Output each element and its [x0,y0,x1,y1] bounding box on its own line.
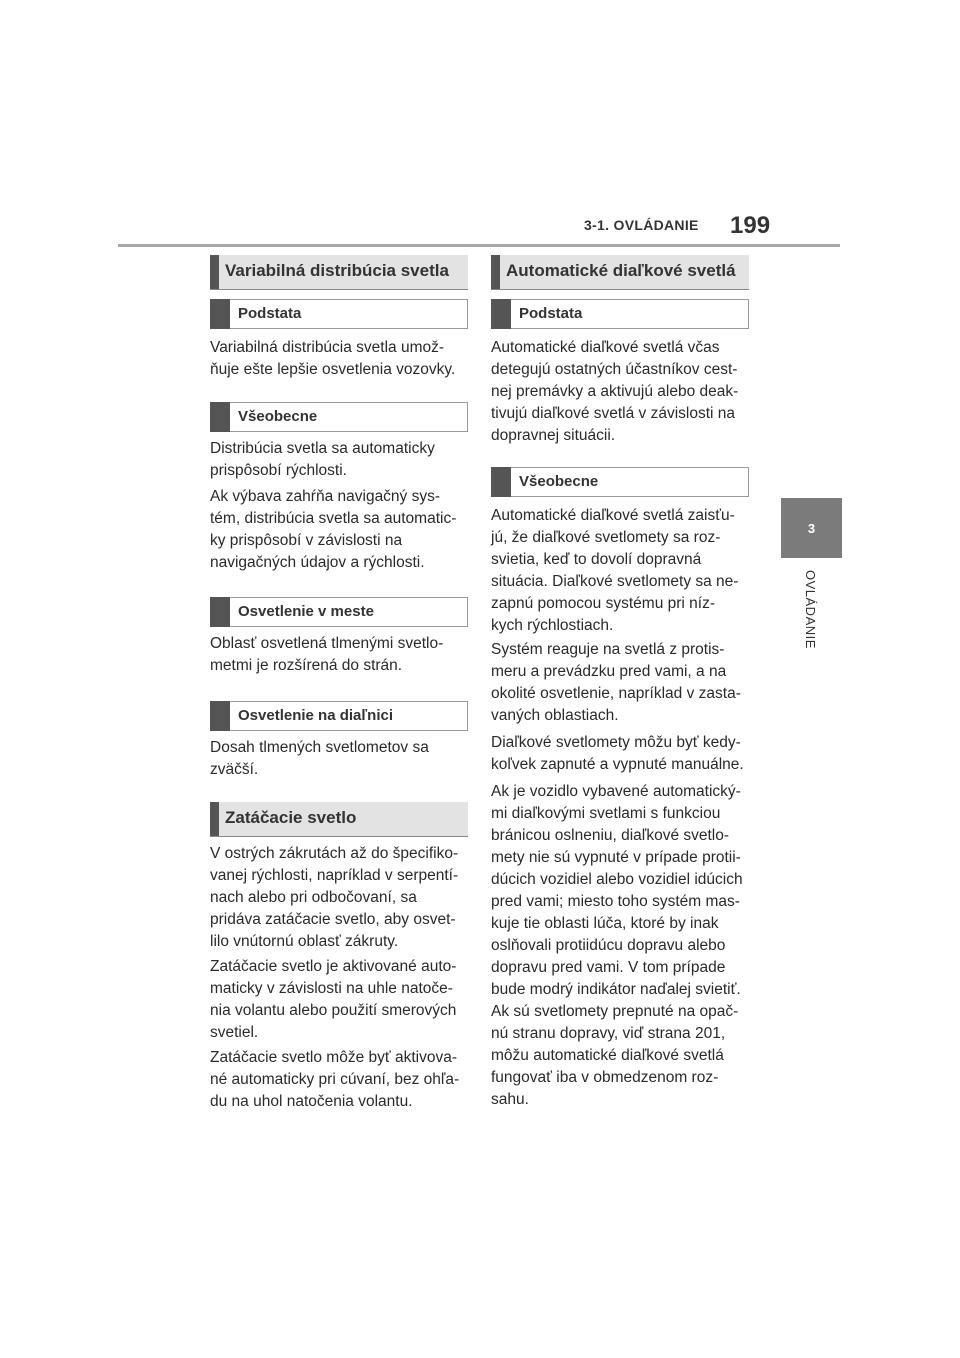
text-line: zapnú pomocou systému pri níz- [491,595,715,612]
text-line: Zatáčacie svetlo môže byť aktivova- [210,1049,458,1066]
text-line: Ak výbava zahŕňa navigačný sys- [210,488,441,505]
text-line: bude modrý indikátor naďalej svietiť. [491,981,741,998]
text-line: né automaticky pri cúvaní, bez ohľa- [210,1071,460,1088]
section-heading-text: Zatáčacie svetlo [225,808,357,827]
paragraph [491,1001,753,1111]
text-line: nia volantu alebo použití smerových [210,1002,457,1019]
section-title: 3-1. OVLÁDANIE [584,217,699,233]
heading-marker [210,802,219,836]
text-line: Variabilná distribúcia svetla umož- [210,339,445,356]
paragraph [491,639,753,727]
section-heading [210,255,468,290]
subheading-text: Osvetlenie na diaľnici [238,707,394,724]
text-line: oslňovali protiidúcu dopravu alebo [491,937,726,954]
section-heading [210,802,468,837]
paragraph [491,505,753,637]
text-line: Diaľkové svetlomety môžu byť kedy- [491,734,741,751]
subheading-text: Všeobecne [519,473,599,490]
text-line: nej premávky a aktivujú alebo deak- [491,383,739,400]
subheading-marker [210,402,230,432]
text-line: môžu automatické diaľkové svetlá [491,1047,724,1064]
text-line: svietia, keď to dovolí dopravná [491,551,702,568]
subheading-text: Všeobecne [238,408,318,425]
text-line: koľvek zapnuté a vypnuté manuálne. [491,756,744,773]
text-line: Ak je vozidlo vybavené automatický- [491,783,741,800]
text-line: fungovať iba v obmedzenom roz- [491,1069,719,1086]
text-line: Zatáčacie svetlo je aktivované auto- [210,958,457,975]
chapter-label: OVLÁDANIE [803,570,818,649]
text-line: tivujú diaľkové svetlá v závislosti na [491,405,736,422]
text-line: vanej rýchlosti, napríklad v serpentí- [210,867,459,884]
text-line: tém, distribúcia svetla sa automatic- [210,510,457,527]
text-line: bránicou oslneniu, diaľkové svetlo- [491,827,730,844]
chapter-tab[interactable]: 3 [781,498,842,558]
text-line: nach alebo pri odbočovaní, sa [210,889,417,906]
text-line: maticky v závislosti na uhle natoče- [210,980,453,997]
text-line: navigačných údajov a rýchlosti. [210,554,425,571]
subheading [491,299,749,329]
page-number: 199 [730,212,771,239]
paragraph [491,732,753,776]
paragraph [210,1047,472,1113]
heading-marker [210,255,219,289]
text-line: okolité osvetlenie, napríklad v zasta- [491,685,741,702]
paragraph [210,438,472,482]
text-line: Automatické diaľkové svetlá včas [491,339,720,356]
subheading [210,402,468,432]
text-line: zväčší. [210,761,259,778]
text-line: pridáva zatáčacie svetlo, aby osvet- [210,911,456,928]
subheading-marker [491,467,511,497]
text-line: sahu. [491,1091,529,1108]
subheading [210,701,468,731]
text-line: ňuje ešte lepšie osvetlenia vozovky. [210,361,456,378]
subheading-marker [210,299,230,329]
subheading [210,299,468,329]
text-line: dúcich vozidiel alebo vozidiel idúcich [491,871,743,888]
text-line: Oblasť osvetlená tlmenými svetlo- [210,635,444,652]
paragraph [210,633,472,677]
text-line: du na uhol natočenia volantu. [210,1093,413,1110]
paragraph [210,486,472,574]
paragraph [210,843,472,953]
text-line: pred vami; miesto toho systém mas- [491,893,740,910]
text-line: jú, že diaľkové svetlomety sa roz- [491,529,721,546]
text-line: mety nie sú vypnuté v prípade protii- [491,849,741,866]
subheading [210,597,468,627]
text-line: Systém reaguje na svetlá z protis- [491,641,725,658]
text-line: svetiel. [210,1024,259,1041]
text-line: nú stranu dopravy, viď strana 201, [491,1025,726,1042]
text-line: kuje tie oblasti lúča, ktoré by inak [491,915,719,932]
text-line: vaných oblastiach. [491,707,619,724]
paragraph [210,956,472,1044]
text-line: prispôsobí rýchlosti. [210,462,347,479]
subheading-text: Podstata [519,305,583,322]
paragraph [210,337,472,381]
subheading-marker [210,597,230,627]
text-line: ky prispôsobí v závislosti na [210,532,403,549]
text-line: situácia. Diaľkové svetlomety sa ne- [491,573,739,590]
paragraph [491,337,753,447]
paragraph [491,781,753,1001]
text-line: metmi je rozšírená do strán. [210,657,403,674]
text-line: meru a prevádzku pred vami, a na [491,663,727,680]
text-line: Ak sú svetlomety prepnuté na opač- [491,1003,739,1020]
subheading-text: Osvetlenie v meste [238,603,374,620]
text-line: Distribúcia svetla sa automaticky [210,440,435,457]
subheading-text: Podstata [238,305,302,322]
subheading-marker [210,701,230,731]
text-line: dopravnej situácii. [491,427,616,444]
section-heading-text: Variabilná distribúcia svetla [225,261,449,280]
text-line: lilo vnútornú oblasť zákruty. [210,933,399,950]
subheading [491,467,749,497]
text-line: detegujú ostatných účastníkov cest- [491,361,738,378]
header-divider [118,244,840,247]
text-line: mi diaľkovými svetlami s funkciou [491,805,721,822]
section-heading [491,255,749,290]
text-line: kych rýchlostiach. [491,617,614,634]
text-line: Automatické diaľkové svetlá zaisťu- [491,507,735,524]
subheading-marker [491,299,511,329]
text-line: V ostrých zákrutách až do špecifiko- [210,845,459,862]
text-line: dopravu pred vami. V tom prípade [491,959,726,976]
text-line: Dosah tlmených svetlometov sa [210,739,429,756]
section-heading-text: Automatické diaľkové svetlá [506,261,736,280]
paragraph [210,737,472,781]
heading-marker [491,255,500,289]
